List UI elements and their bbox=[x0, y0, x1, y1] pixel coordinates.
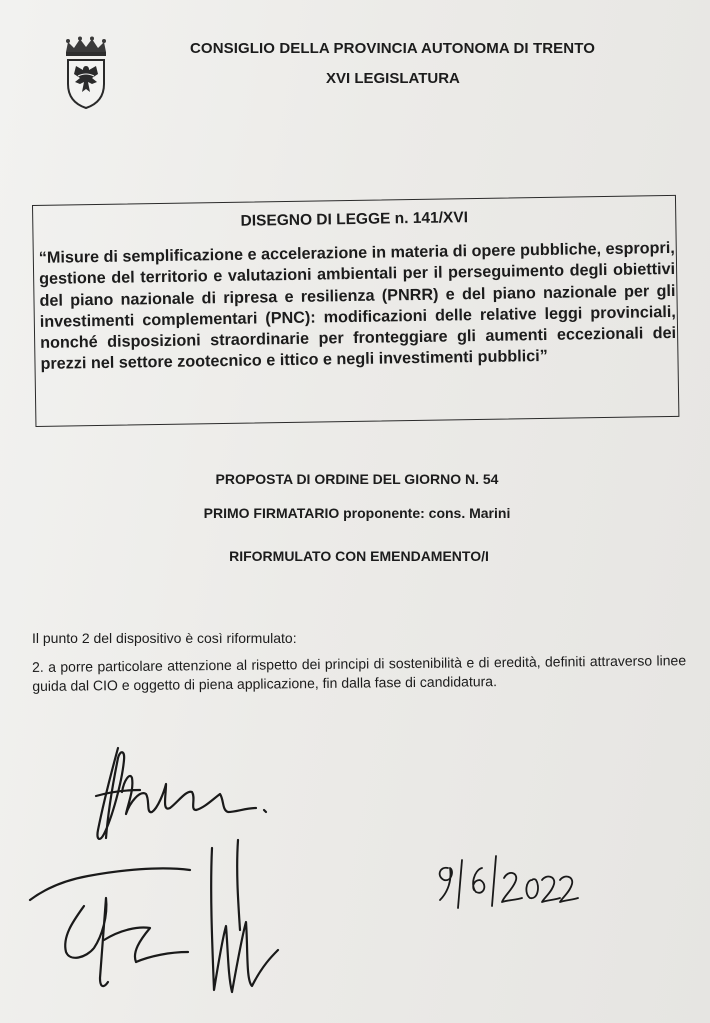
reformulated-point-2: 2. a porre particolare attenzione al rispetto dei principi di sostenibilità e di eredità, definiti attraverso linee guida dal CIO e oggetto di piena applicazione, fin dalla fase di candidatura. bbox=[32, 652, 687, 694]
bill-description: “Misure di semplificazione e accelerazione in materia di opere pubbliche, espropri, gestione del territorio e valutazioni ambientali per il perseguimento degli obiettivi del piano nazionale di ripresa e resilienza (PNRR) e del piano nazionale per gli investimenti complementari (PNC): modificazioni delle relative leggi provinciali, nonché disposizioni straordinarie per fronteggiare gli aumenti eccezionali dei prezzi nel settore zootecnico e ittico e negli investimenti pubblici” bbox=[38, 238, 677, 374]
bill-title: DISEGNO DI LEGGE n. 141/XVI bbox=[240, 209, 469, 230]
amendment-status: RIFORMULATO CON EMENDAMENTO/I bbox=[229, 548, 489, 564]
bill-box bbox=[32, 195, 679, 427]
first-signatory: PRIMO FIRMATARIO proponente: cons. Marini bbox=[203, 505, 511, 521]
handwritten-signatures bbox=[0, 730, 710, 1023]
proposal-title: PROPOSTA DI ORDINE DEL GIORNO N. 54 bbox=[215, 471, 499, 487]
legislature: XVI LEGISLATURA bbox=[326, 70, 460, 87]
reformulation-intro: Il punto 2 del dispositivo è così riformulato: bbox=[32, 630, 297, 646]
signature-1 bbox=[96, 748, 266, 839]
signature-2 bbox=[30, 840, 278, 992]
council-name: CONSIGLIO DELLA PROVINCIA AUTONOMA DI TRENTO bbox=[190, 40, 595, 57]
coat-of-arms-icon bbox=[62, 36, 110, 110]
handwritten-date bbox=[440, 856, 578, 908]
